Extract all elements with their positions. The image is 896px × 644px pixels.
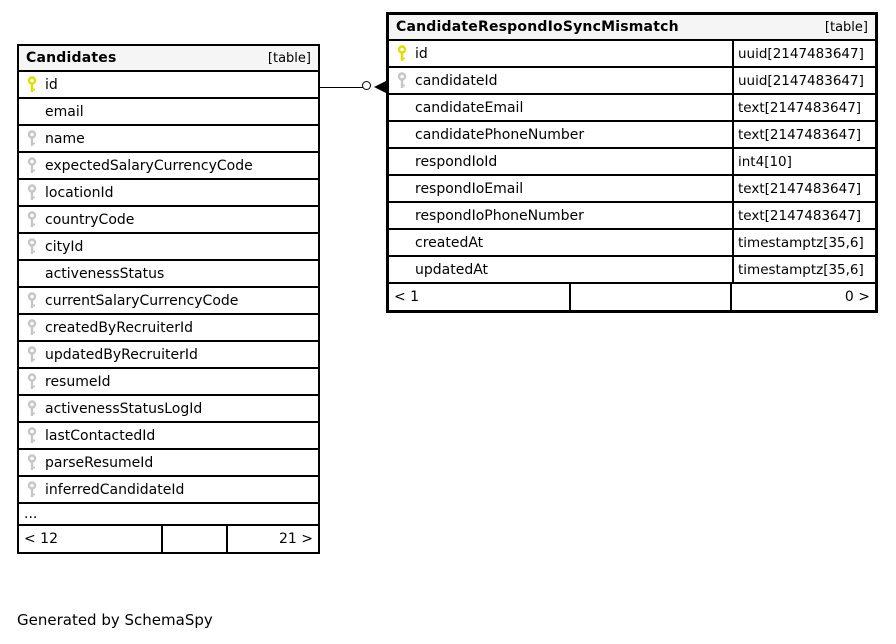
table-row (19, 207, 318, 234)
column-name: lastContactedId (45, 427, 156, 444)
table-row (389, 257, 875, 284)
footer-middle (571, 284, 731, 310)
index-key-icon (25, 319, 38, 336)
table-header[interactable] (19, 46, 318, 72)
table-row (19, 423, 318, 450)
column-name: parseResumeId (45, 454, 154, 471)
index-key-icon (25, 400, 38, 417)
ellipsis-text: ... (24, 506, 38, 522)
table-title[interactable]: CandidateRespondIoSyncMismatch (396, 19, 679, 35)
column-name: expectedSalaryCurrencyCode (45, 157, 253, 174)
column-name: createdAt (415, 234, 484, 251)
table-row (19, 477, 318, 504)
index-key-icon (25, 454, 38, 471)
table-row (19, 369, 318, 396)
index-key-icon (25, 346, 38, 363)
relationship-line (320, 87, 363, 88)
table-row (19, 315, 318, 342)
index-key-icon (25, 373, 38, 390)
table-footer (19, 526, 318, 552)
column-name: candidatePhoneNumber (415, 126, 585, 143)
open-circle-icon (362, 81, 371, 90)
column-type: timestamptz[35,6] (732, 230, 875, 255)
column-name: updatedAt (415, 261, 489, 278)
table-row (19, 342, 318, 369)
table-title[interactable]: Candidates (26, 50, 117, 66)
column-name: id (415, 45, 428, 62)
column-name: respondIoId (415, 153, 498, 170)
footer-related-left: < 12 (19, 526, 163, 552)
table-row (389, 41, 875, 68)
table-row (389, 203, 875, 230)
index-key-icon (395, 72, 408, 89)
column-name: updatedByRecruiterId (45, 346, 198, 363)
entity-table-candidate-respondio-sync-mismatch (386, 12, 878, 313)
column-name: resumeId (45, 373, 111, 390)
table-row (389, 68, 875, 95)
index-key-icon (25, 157, 38, 174)
table-header[interactable] (389, 15, 875, 41)
column-name: id (45, 76, 58, 93)
solid-arrowhead-icon (374, 81, 386, 93)
column-name: respondIoEmail (415, 180, 524, 197)
table-row (389, 230, 875, 257)
table-row (19, 261, 318, 288)
primary-key-icon (395, 45, 408, 62)
generated-by-caption: Generated by SchemaSpy (17, 611, 213, 629)
table-row (389, 149, 875, 176)
table-row (19, 126, 318, 153)
column-name: email (45, 103, 84, 120)
table-row (19, 234, 318, 261)
column-type: timestamptz[35,6] (732, 257, 875, 282)
table-row (389, 176, 875, 203)
index-key-icon (25, 211, 38, 228)
column-name: name (45, 130, 85, 147)
table-badge: [table] (824, 19, 868, 35)
table-row (19, 72, 318, 99)
column-name: activenessStatusLogId (45, 400, 203, 417)
column-type: uuid[2147483647] (732, 68, 875, 93)
primary-key-icon (25, 76, 38, 93)
column-name: candidateEmail (415, 99, 524, 116)
column-type: text[2147483647] (732, 176, 875, 201)
column-name: locationId (45, 184, 114, 201)
table-row (389, 95, 875, 122)
index-key-icon (25, 238, 38, 255)
index-key-icon (25, 184, 38, 201)
column-type: uuid[2147483647] (732, 41, 875, 66)
index-key-icon (25, 130, 38, 147)
table-row (19, 288, 318, 315)
column-type: int4[10] (732, 149, 875, 174)
column-name: candidateId (415, 72, 498, 89)
column-name: currentSalaryCurrencyCode (45, 292, 239, 309)
table-badge: [table] (267, 50, 311, 66)
column-name: countryCode (45, 211, 135, 228)
entity-table-candidates (17, 44, 320, 554)
column-type: text[2147483647] (732, 95, 875, 120)
hidden-columns-ellipsis (19, 504, 318, 526)
table-row (19, 99, 318, 126)
table-footer (389, 284, 875, 310)
index-key-icon (25, 481, 38, 498)
column-type: text[2147483647] (732, 122, 875, 147)
table-row (389, 122, 875, 149)
column-name: respondIoPhoneNumber (415, 207, 584, 224)
table-row (19, 450, 318, 477)
index-key-icon (25, 292, 38, 309)
table-row (19, 396, 318, 423)
index-key-icon (25, 427, 38, 444)
column-name: activenessStatus (45, 265, 165, 282)
footer-related-right: 21 > (278, 531, 313, 547)
column-name: cityId (45, 238, 84, 255)
column-name: inferredCandidateId (45, 481, 185, 498)
footer-middle (163, 526, 229, 552)
footer-related-left: < 1 (389, 284, 571, 310)
footer-related-right: 0 > (844, 289, 870, 305)
column-name: createdByRecruiterId (45, 319, 194, 336)
table-row (19, 180, 318, 207)
table-row (19, 153, 318, 180)
column-type: text[2147483647] (732, 203, 875, 228)
